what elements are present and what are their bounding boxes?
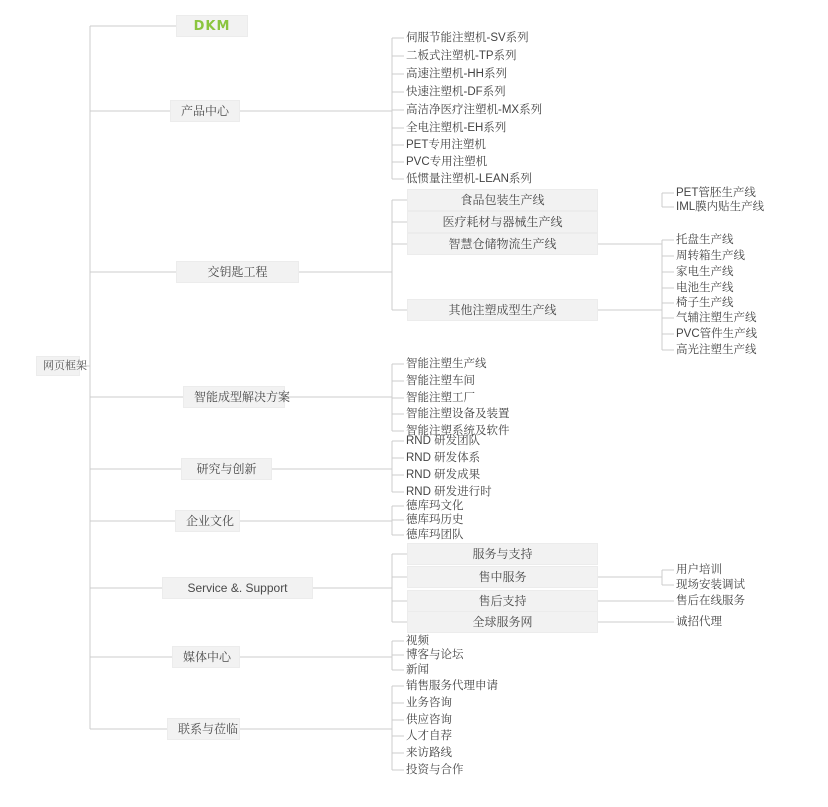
leaf-item[interactable]: 高速注塑机-HH系列 — [406, 68, 507, 80]
leaf-item[interactable]: 智能注塑系统及软件 — [406, 425, 510, 437]
node-turnkey[interactable]: 交钥匙工程 — [176, 261, 299, 283]
node-service-support[interactable]: Service &. Support — [162, 577, 313, 599]
group-after-sales-support[interactable]: 售后支持 — [407, 590, 598, 612]
leaf-item[interactable]: PET管胚生产线 — [676, 187, 756, 199]
leaf-item[interactable]: 周转箱生产线 — [676, 250, 745, 262]
group-service-support[interactable]: 服务与支持 — [407, 543, 598, 565]
logo-text: DKM — [193, 19, 231, 34]
node-culture[interactable]: 企业文化 — [175, 510, 240, 532]
leaf-item[interactable]: 售后在线服务 — [676, 595, 745, 607]
group-other-molding-line[interactable]: 其他注塑成型生产线 — [407, 299, 598, 321]
logo-node[interactable] — [176, 15, 248, 37]
leaf-item[interactable]: IML膜内贴生产线 — [676, 201, 765, 213]
group-during-sales-service[interactable]: 售中服务 — [407, 566, 598, 588]
root-node[interactable]: 网页框架 — [36, 356, 80, 376]
leaf-item[interactable]: PVC管件生产线 — [676, 328, 758, 340]
leaf-item[interactable]: 气辅注塑生产线 — [676, 312, 757, 324]
group-smart-logistics-line[interactable]: 智慧仓储物流生产线 — [407, 233, 598, 255]
leaf-item[interactable]: 现场安装调试 — [676, 579, 745, 591]
leaf-item[interactable]: 供应咨询 — [406, 714, 452, 726]
leaf-item[interactable]: 智能注塑工厂 — [406, 392, 475, 404]
leaf-item[interactable]: 视频 — [406, 635, 429, 647]
leaf-item[interactable]: 椅子生产线 — [676, 297, 734, 309]
leaf-item[interactable]: RND 研发成果 — [406, 469, 481, 481]
leaf-item[interactable]: RND 研发团队 — [406, 435, 481, 447]
node-contact[interactable]: 联系与莅临 — [167, 718, 240, 740]
leaf-item[interactable]: 高洁净医疗注塑机-MX系列 — [406, 104, 543, 116]
leaf-item[interactable]: 新闻 — [406, 664, 429, 676]
node-research[interactable]: 研究与创新 — [181, 458, 272, 480]
leaf-item[interactable]: RND 研发体系 — [406, 452, 481, 464]
leaf-item[interactable]: 来访路线 — [406, 747, 452, 759]
leaf-item[interactable]: 全电注塑机-EH系列 — [406, 122, 507, 134]
leaf-item[interactable]: 智能注塑设备及装置 — [406, 408, 510, 420]
node-products[interactable]: 产品中心 — [170, 100, 240, 122]
leaf-item[interactable]: 德库玛团队 — [406, 529, 464, 541]
leaf-item[interactable]: 投资与合作 — [406, 764, 464, 776]
leaf-item[interactable]: 智能注塑生产线 — [406, 358, 487, 370]
leaf-item[interactable]: 托盘生产线 — [676, 234, 734, 246]
leaf-item[interactable]: 人才自荐 — [406, 730, 452, 742]
node-solutions[interactable]: 智能成型解决方案 — [183, 386, 285, 408]
leaf-item[interactable]: 德库玛文化 — [406, 500, 464, 512]
leaf-item[interactable]: 博客与论坛 — [406, 649, 464, 661]
leaf-item[interactable]: 电池生产线 — [676, 282, 734, 294]
leaf-item[interactable]: 德库玛历史 — [406, 514, 464, 526]
group-global-service-network[interactable]: 全球服务网 — [407, 611, 598, 633]
leaf-item[interactable]: PET专用注塑机 — [406, 139, 486, 151]
node-media[interactable]: 媒体中心 — [172, 646, 240, 668]
leaf-item[interactable]: 业务咨询 — [406, 697, 452, 709]
leaf-item[interactable]: 低惯量注塑机-LEAN系列 — [406, 173, 532, 185]
leaf-item[interactable]: 销售服务代理申请 — [406, 680, 498, 692]
leaf-item[interactable]: 智能注塑车间 — [406, 375, 475, 387]
leaf-item[interactable]: 快速注塑机-DF系列 — [406, 86, 506, 98]
leaf-item[interactable]: PVC专用注塑机 — [406, 156, 488, 168]
leaf-item[interactable]: 二板式注塑机-TP系列 — [406, 50, 517, 62]
leaf-item[interactable]: RND 研发进行时 — [406, 486, 492, 498]
leaf-item[interactable]: 诚招代理 — [676, 616, 722, 628]
leaf-item[interactable]: 用户培训 — [676, 564, 722, 576]
leaf-item[interactable]: 高光注塑生产线 — [676, 344, 757, 356]
leaf-item[interactable]: 伺服节能注塑机-SV系列 — [406, 32, 529, 44]
group-medical-line[interactable]: 医疗耗材与器械生产线 — [407, 211, 598, 233]
group-food-packaging-line[interactable]: 食品包装生产线 — [407, 189, 598, 211]
leaf-item[interactable]: 家电生产线 — [676, 266, 734, 278]
